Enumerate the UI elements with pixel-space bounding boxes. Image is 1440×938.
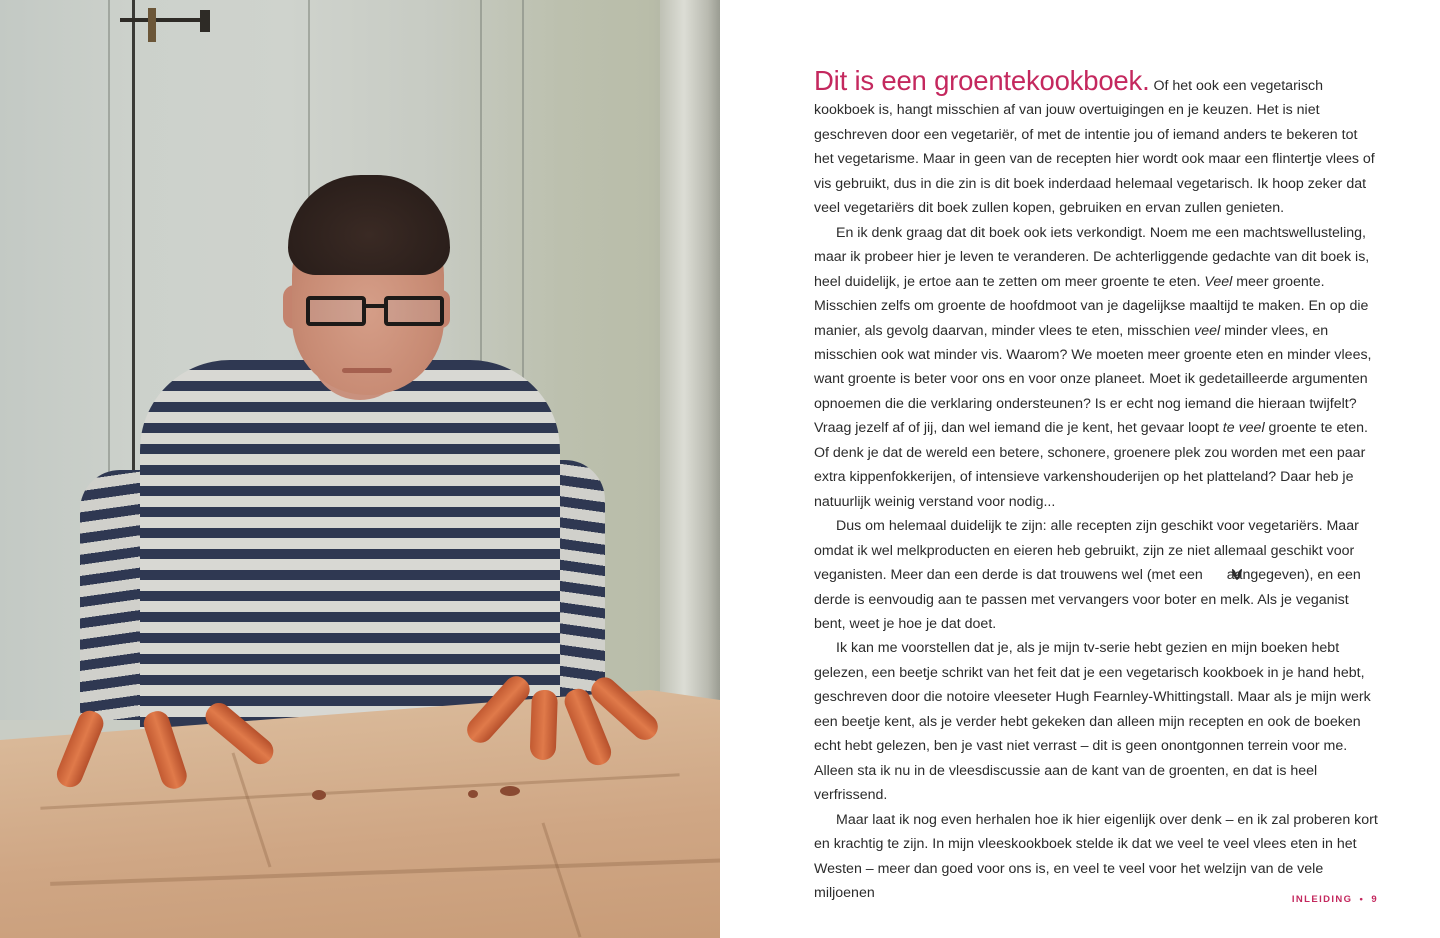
paragraph-text: Dus om helemaal duidelijk te zijn: alle recepten zijn geschikt voor vegetariërs. Maar omdat ik wel melkproducten en eieren heb gebruikt, zijn ze niet allemaal geschikt voor veganisten. Meer dan een derde is dat trouwens wel (met een <box>814 518 1359 584</box>
paragraph-text: Maar laat ik nog even herhalen hoe ik hier eigenlijk over denk – en ik zal proberen kort en krachtig te zijn. In mijn vleeskookboek stelde ik dat we veel te veel vlees eten in het Westen – meer dan goed voor ons is, en veel te veel voor het welzijn van de vele miljoenen <box>814 811 1378 901</box>
text-page <box>720 0 1440 938</box>
person-mouth <box>342 368 392 373</box>
paragraph-text: groente te eten. Of denk je dat de wereld een betere, schonere, groenere plek zou worden met een paar extra kippenfokkerijen, of intensieve varkenshouderijen op het platteland? Daar heb je natuurlijk weinig verstand voor nodig... <box>814 420 1368 510</box>
paragraph-text: meer groente. Misschien zelfs om groente de hoofdmoot van je dagelijkse maaltijd te maken. En op die manier, als gevolg daarvan, minder vlees te eten, misschien <box>814 273 1369 339</box>
door-latch-icon <box>120 8 212 36</box>
paragraph <box>814 65 1380 221</box>
folio-separator: • <box>1359 894 1365 905</box>
curtain <box>660 0 720 720</box>
emphasis-text: te veel <box>1222 420 1265 437</box>
paragraph-text: En ik denk graag dat dit boek ook iets verkondigt. Noem me een machtswellusteling, maar ik probeer hier je leven te veranderen. De achterliggende gedachte van dit boek is, heel duidelijk, je ertoe aan te zetten om meer groente te eten. <box>814 224 1370 290</box>
paragraph <box>814 808 1380 906</box>
page-footer <box>1292 894 1378 905</box>
paragraph <box>814 636 1380 807</box>
paragraph-text: minder vlees, en misschien ook wat minder vis. Waarom? We moeten meer groente eten en minder vlees, want groente is beter voor ons en voor onze planeet. Moet ik gedetailleerde argumenten opnoemen die die verklaring ondersteunen? Is er echt nog iemand die hieraan twijfelt? Vraag jezelf af of jij, dan wel iemand die je kent, het gevaar loopt <box>814 322 1372 437</box>
glasses-icon <box>306 296 446 330</box>
emphasis-text: Veel <box>1204 273 1233 290</box>
paragraph-text: aangegeven), en een derde is eenvoudig aan te passen met vervangers voor boter en melk. Als je veganist bent, weet je hoe je dat doet. <box>814 567 1361 632</box>
emphasis-text: veel <box>1194 322 1221 339</box>
paragraph <box>814 514 1380 636</box>
page-number: 9 <box>1371 894 1378 905</box>
section-name: INLEIDING <box>1291 894 1353 905</box>
person-striped-shirt <box>140 360 560 740</box>
vegan-icon <box>1209 565 1221 578</box>
chapter-heading: Dit is een groentekookboek. <box>814 65 1150 96</box>
paragraph-text: Ik kan me voorstellen dat je, als je mijn tv-serie hebt gezien en mijn boeken hebt gelezen, een beetje schrikt van het feit dat je een vegetarisch kookboek in je hand hebt, geschreven door die notoire vleeseter Hugh Fearnley-Whittingstall. Maar als je mijn werk een beetje kent, als je verder hebt gekeken dan alleen mijn recepten en ook de boeken echt hebt gelezen, ben je vast niet verrast – dit is geen onontgonnen terrein voor me. Alleen sta ik nu in de vleesdiscussie aan de kant van de groenten, en dat is heel verfrissend. <box>814 640 1371 804</box>
paragraph-text: Of het ook een vegetarisch kookboek is, hangt misschien af van jouw overtuigingen en je keuzen. Het is niet geschreven door een vegetariër, of met de intentie jou of iemand anders te bekeren tot het vegetarisme. Maar in geen van de recepten hier wordt ook maar een flintertje vlees of vis gebruikt, dus in die zin is dit boek inderdaad helemaal vegetarisch. Ik hoop zeker dat veel vegetariërs dit boek zullen kopen, gebruiken en ervan zullen genieten. <box>814 78 1375 217</box>
paragraph <box>814 221 1380 514</box>
body-text <box>814 65 1380 905</box>
carrot-finger <box>530 690 558 761</box>
wooden-table <box>0 690 720 938</box>
